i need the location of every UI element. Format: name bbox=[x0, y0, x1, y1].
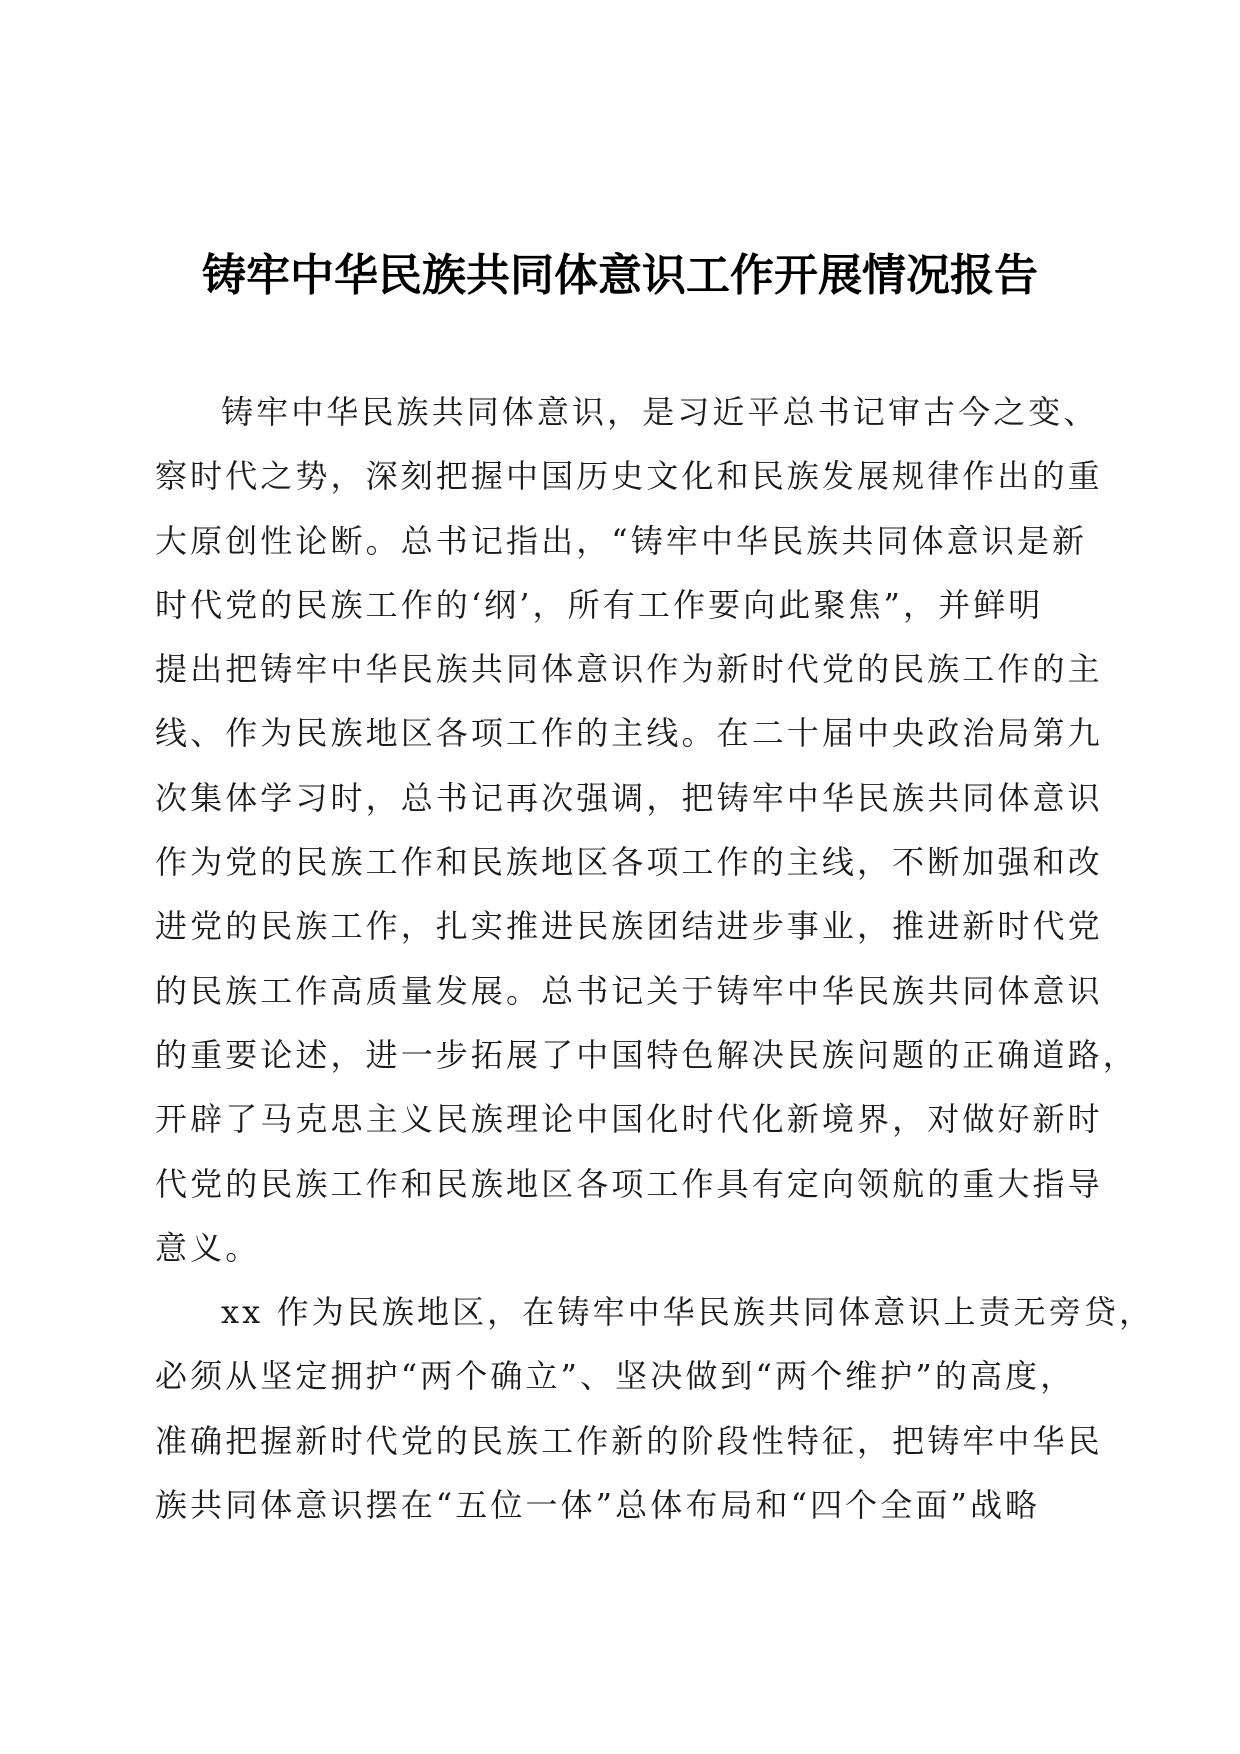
paragraph-line: 意义。 bbox=[155, 1228, 261, 1267]
paragraph-line: 察时代之势，深刻把握中国历史文化和民族发展规律作出的重 bbox=[155, 457, 1103, 496]
document-title: 铸牢中华民族共同体意识工作开展情况报告 bbox=[202, 250, 1038, 301]
paragraph-line: 提出把铸牢中华民族共同体意识作为新时代党的民族工作的主 bbox=[155, 650, 1103, 689]
paragraph bbox=[155, 1280, 1155, 1537]
paragraph-line: 进党的民族工作，扎实推进民族团结进步事业，推进新时代党 bbox=[155, 907, 1103, 946]
paragraph-line: 作为党的民族工作和民族地区各项工作的主线，不断加强和改 bbox=[155, 843, 1103, 882]
paragraph-line: 必须从坚定拥护“两个确立”、坚决做到“两个维护”的高度， bbox=[155, 1357, 1076, 1396]
document-body bbox=[155, 380, 1155, 1537]
paragraph-line: 时代党的民族工作的‘纲’，所有工作要向此聚焦”，并鲜明 bbox=[155, 585, 1044, 624]
paragraph-line: 代党的民族工作和民族地区各项工作具有定向领航的重大指导 bbox=[155, 1164, 1103, 1203]
paragraph-line: 次集体学习时，总书记再次强调，把铸牢中华民族共同体意识 bbox=[155, 778, 1103, 817]
paragraph-line: 线、作为民族地区各项工作的主线。在二十届中央政治局第九 bbox=[155, 714, 1103, 753]
paragraph-line: 的民族工作高质量发展。总书记关于铸牢中华民族共同体意识 bbox=[155, 971, 1103, 1010]
paragraph-line: 的重要论述，进一步拓展了中国特色解决民族问题的正确道路， bbox=[155, 1035, 1138, 1074]
paragraph-line: 开辟了马克思主义民族理论中国化时代化新境界，对做好新时 bbox=[155, 1100, 1103, 1139]
paragraph-line: 准确把握新时代党的民族工作新的阶段性特征，把铸牢中华民 bbox=[155, 1421, 1103, 1460]
paragraph-line: xx 作为民族地区，在铸牢中华民族共同体意识上责无旁贷， bbox=[221, 1293, 1155, 1332]
paragraph-line: 族共同体意识摆在“五位一体”总体布局和“四个全面”战略 bbox=[155, 1486, 1041, 1525]
paragraph-line: 大原创性论断。总书记指出，“铸牢中华民族共同体意识是新 bbox=[155, 521, 1088, 560]
paragraph bbox=[155, 380, 1138, 1280]
paragraph-line: 铸牢中华民族共同体意识，是习近平总书记审古今之变、 bbox=[221, 393, 1099, 431]
